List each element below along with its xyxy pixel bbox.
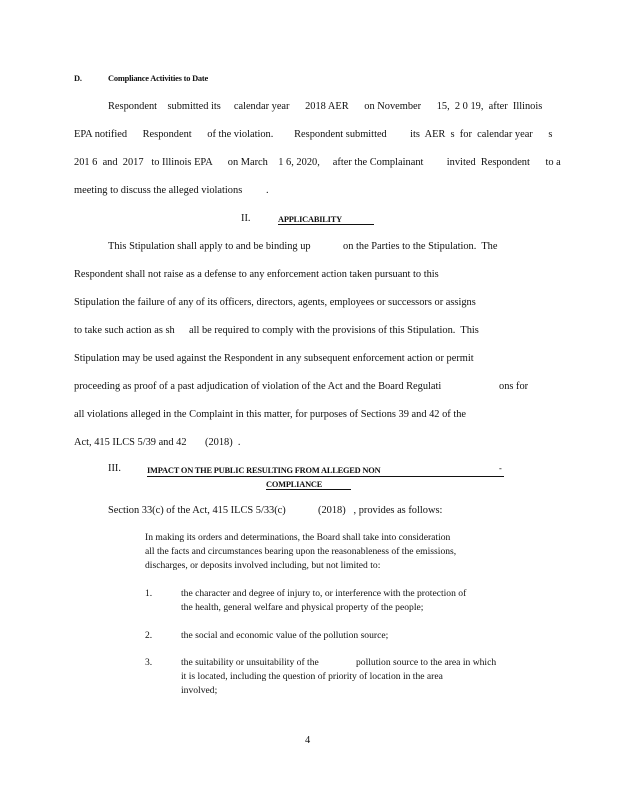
section-ii-line-3: Stipulation the failure of any of its officers, directors, agents, employees or successors or assigns bbox=[74, 297, 476, 308]
section-d-line-4: meeting to discuss the alleged violations bbox=[74, 185, 243, 196]
section-d-line-2: EPA notified Respondent of the violation. Respondent submitted its AER s for calendar year s bbox=[74, 129, 553, 140]
section-ii-line-1b: on the Parties to the Stipulation. The bbox=[343, 241, 498, 252]
page-number: 4 bbox=[305, 735, 311, 746]
section-iii-intro-right: (2018) , provides as follows: bbox=[318, 505, 443, 516]
section-iii-intro-left: Section 33(c) of the Act, 415 ILCS 5/33(c) bbox=[108, 505, 286, 516]
section-ii-line-8a: Act, 415 ILCS 5/39 and 42 bbox=[74, 437, 187, 448]
quote-line-3: discharges, or deposits involved including, but not limited to: bbox=[145, 560, 381, 571]
quote-line-2: all the facts and circumstances bearing upon the reasonableness of the emissions, bbox=[145, 546, 457, 557]
section-ii-line-1a: This Stipulation shall apply to and be binding up bbox=[108, 241, 311, 252]
section-ii-line-7: all violations alleged in the Complaint in this matter, for purposes of Sections 39 and 42 of the bbox=[74, 409, 467, 420]
quote-line-1: In making its orders and determinations, the Board shall take into consideration bbox=[145, 532, 451, 543]
section-iii-title-line-2: COMPLIANCE bbox=[266, 480, 323, 489]
section-ii-line-2: Respondent shall not raise as a defense to any enforcement action taken pursuant to this bbox=[74, 269, 439, 280]
section-ii-title-underline bbox=[278, 224, 374, 225]
item-2-number: 2. bbox=[145, 630, 153, 641]
section-ii-line-8b: (2018) . bbox=[205, 437, 241, 448]
section-ii-line-5: Stipulation may be used against the Respondent in any subsequent enforcement action or permit bbox=[74, 353, 474, 364]
section-d-line-1: Respondent submitted its calendar year 2018 AER on November 15, 2 0 19, after Illinois bbox=[108, 101, 543, 112]
item-2-line-1: the social and economic value of the pollution source; bbox=[181, 630, 389, 641]
section-ii-line-4b: all be required to comply with the provisions of this Stipulation. This bbox=[189, 325, 479, 336]
item-3-number: 3. bbox=[145, 657, 153, 668]
section-d-line-3: 201 6 and 2017 to Illinois EPA on March 1 6, 2020, after the Complainant invited Respondent to a bbox=[74, 157, 561, 168]
section-ii-line-6a: proceeding as proof of a past adjudication of violation of the Act and the Board Regulati bbox=[74, 381, 442, 392]
item-1-line-1: the character and degree of injury to, or interference with the protection of bbox=[181, 588, 467, 599]
item-3-line-3: involved; bbox=[181, 685, 218, 696]
section-d-title: Compliance Activities to Date bbox=[108, 74, 209, 83]
item-3-line-1a: the suitability or unsuitability of the bbox=[181, 657, 319, 668]
section-iii-title-underline-1 bbox=[147, 476, 504, 477]
item-1-line-2: the health, general welfare and physical property of the people; bbox=[181, 602, 424, 613]
item-3-line-2: it is located, including the question of priority of location in the area bbox=[181, 671, 443, 682]
section-iii-title-dash: - bbox=[499, 464, 502, 473]
section-ii-title: APPLICABILITY bbox=[278, 215, 342, 224]
section-ii-line-4a: to take such action as sh bbox=[74, 325, 175, 336]
section-iii-title-underline-2 bbox=[266, 489, 351, 490]
section-iii-title-line-1: IMPACT ON THE PUBLIC RESULTING FROM ALLEGED NON bbox=[147, 466, 381, 475]
section-iii-number: III. bbox=[108, 463, 121, 474]
section-d-trailing-period: . bbox=[266, 185, 269, 196]
section-d-letter: D. bbox=[74, 74, 82, 83]
item-1-number: 1. bbox=[145, 588, 153, 599]
section-ii-line-6b: ons for bbox=[499, 381, 529, 392]
section-ii-number: II. bbox=[241, 213, 251, 224]
item-3-line-1b: pollution source to the area in which bbox=[356, 657, 497, 668]
